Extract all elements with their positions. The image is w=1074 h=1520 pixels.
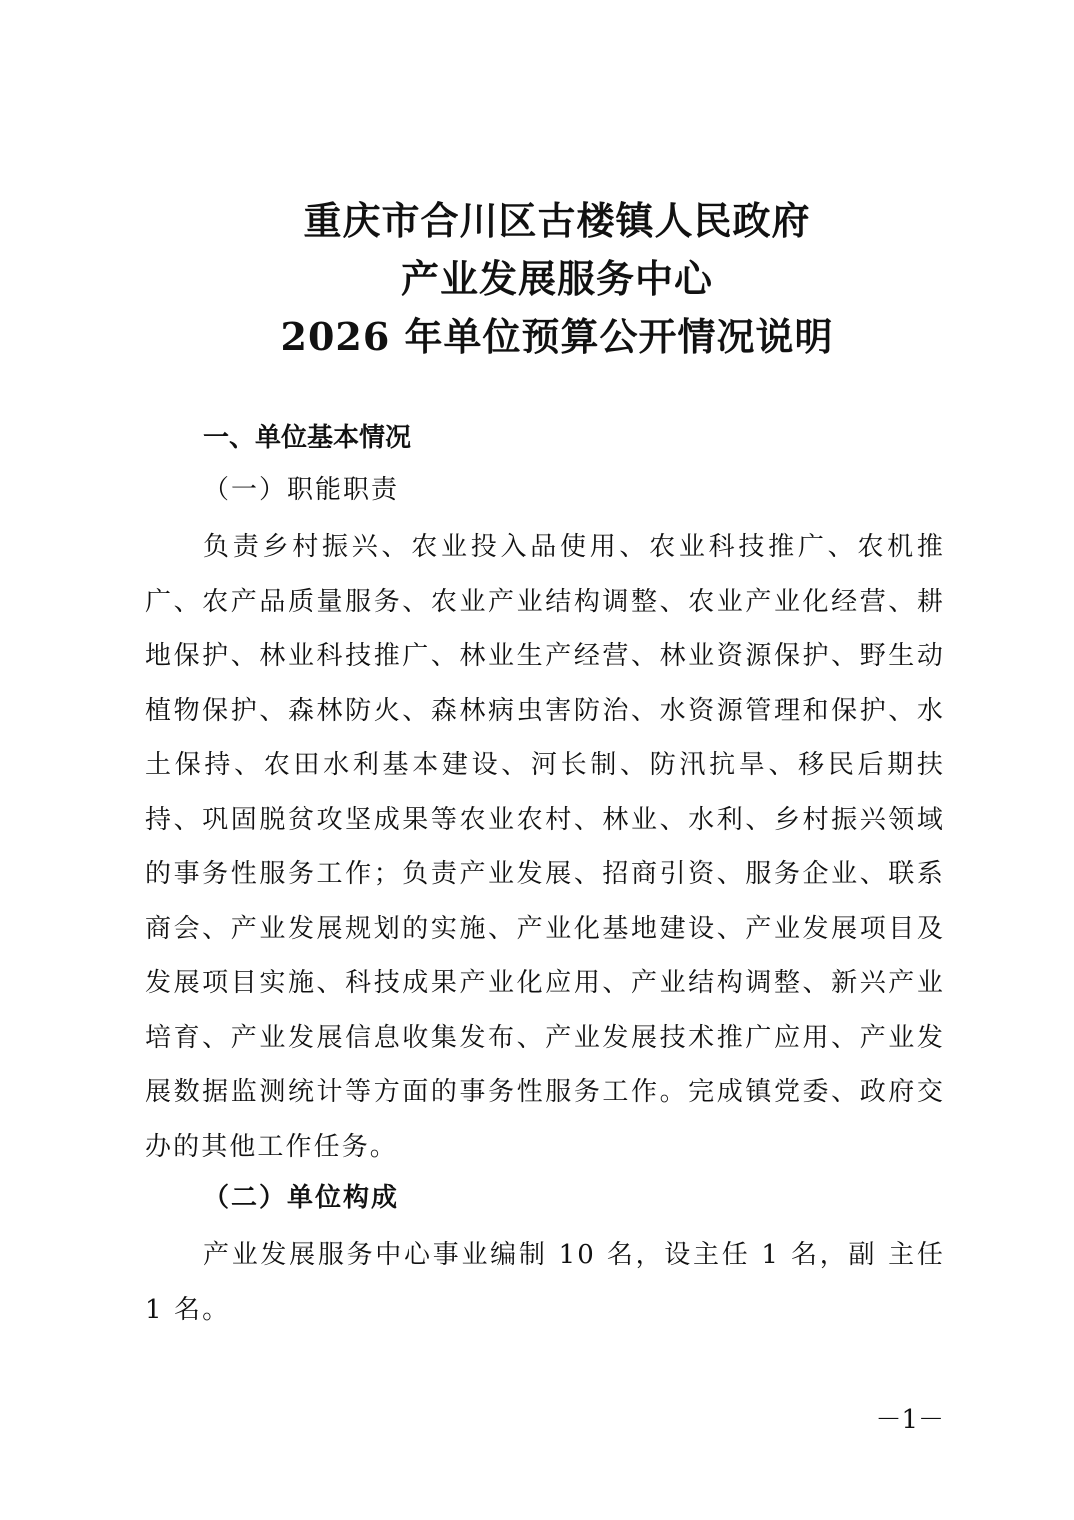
title-line-2: 产业发展服务中心 <box>400 256 713 301</box>
title-line-1: 重庆市合川区古楼镇人民政府 <box>303 198 811 243</box>
title-line-3: 2026 年单位预算公开情况说明 <box>280 314 834 359</box>
subsection-heading-functions: （一）职能职责 <box>203 475 400 505</box>
document-title <box>0 192 1074 366</box>
subsection-heading-composition: （二）单位构成 <box>203 1183 400 1213</box>
document-body <box>145 418 945 1341</box>
page-number: －1－ <box>875 1405 944 1435</box>
functions-paragraph: 负责乡村振兴、农业投入品使用、农业科技推广、农机推广、农产品质量服务、农业产业结构调整、农业产业化经营、耕地保护、林业科技推广、林业生产经营、林业资源保护、野生动植物保护、森林防火、森林病虫害防治、水资源管理和保护、水土保持、农田水利基本建设、河长制、防汛抗旱、移民后期扶持、巩固脱贫攻坚成果等农业农村、林业、水利、乡村振兴领域的事务性服务工作；负责产业发展、招商引资、服务企业、联系商会、产业发展规划的实施、产业化基地建设、产业发展项目及发展项目实施、科技成果产业化应用、产业结构调整、新兴产业培育、产业发展信息收集发布、产业发展技术推广应用、产业发展数据监测统计等方面的事务性服务工作。完成镇党委、政府交办的其他工作任务。 <box>145 532 945 1162</box>
composition-paragraph: 产业发展服务中心事业编制 10 名，设主任 1 名，副 主任 1 名。 <box>145 1240 945 1325</box>
section-heading-basic-info: 一、单位基本情况 <box>203 423 412 453</box>
